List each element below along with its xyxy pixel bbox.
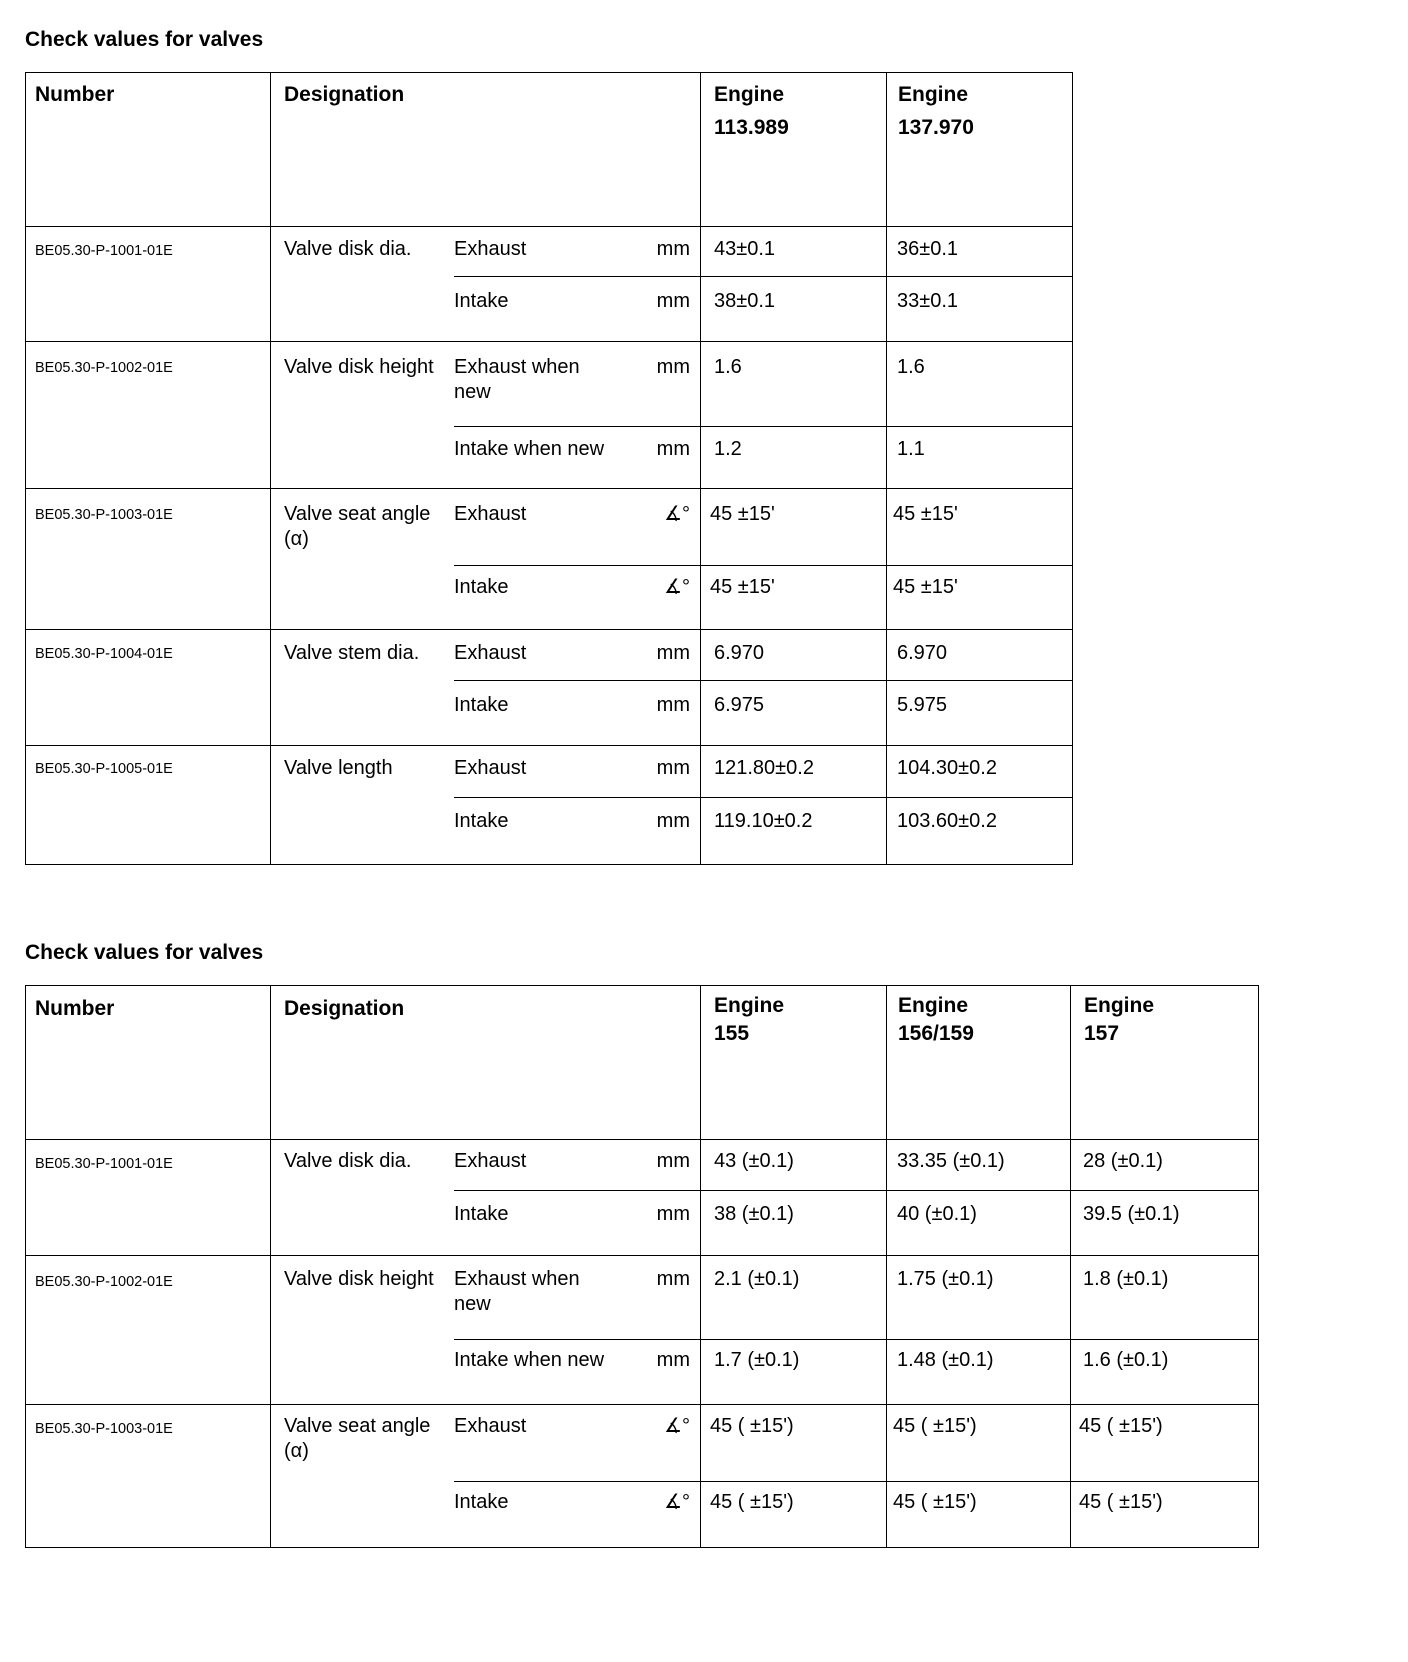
sub-designation: Exhaust: [454, 1415, 527, 1437]
value-cell: 2.1 (±0.1): [714, 1268, 800, 1290]
unit: mm: [656, 1150, 690, 1172]
value-cell: 6.975: [714, 694, 765, 716]
value-cell: 38 (±0.1): [714, 1203, 794, 1225]
row-divider: [26, 1404, 1258, 1405]
value-cell: 45 ±15': [893, 576, 958, 598]
check-values-table-1: [25, 72, 1073, 865]
angle-unit: ∡°: [664, 1415, 690, 1437]
col-divider: [270, 986, 271, 1547]
value-cell: 39.5 (±0.1): [1083, 1203, 1180, 1225]
sub-designation: Exhaust: [454, 642, 527, 664]
designation: Valve disk height: [284, 1268, 434, 1290]
value-cell: 1.2: [714, 438, 742, 460]
value-cell: 45 ( ±15'): [710, 1415, 794, 1437]
col-divider: [886, 986, 887, 1547]
part-number: BE05.30-P-1003-01E: [35, 1421, 173, 1437]
engine-code: 157: [1084, 1022, 1120, 1045]
engine-label: Engine: [714, 83, 785, 106]
col-divider: [1070, 986, 1071, 1547]
row-divider: [26, 488, 1072, 489]
value-cell: 45 ±15': [710, 503, 775, 525]
sub-designation: Intake: [454, 694, 509, 716]
engine-label: Engine: [898, 994, 969, 1017]
value-cell: 1.8 (±0.1): [1083, 1268, 1169, 1290]
row-divider: [26, 341, 1072, 342]
sub-row-divider: [454, 797, 1072, 798]
sub-designation: Exhaust when new: [454, 356, 580, 403]
header-engine-2: [898, 78, 974, 144]
unit: mm: [656, 438, 690, 460]
header-number: Number: [35, 997, 115, 1020]
value-cell: 1.6 (±0.1): [1083, 1349, 1169, 1371]
sub-designation: Exhaust: [454, 238, 527, 260]
sub-designation: Intake: [454, 810, 509, 832]
part-number: BE05.30-P-1005-01E: [35, 761, 173, 777]
engine-label: Engine: [898, 83, 969, 106]
engine-label: Engine: [1084, 994, 1155, 1017]
header-engine-3: [1084, 992, 1154, 1048]
check-values-table-2: [25, 985, 1259, 1548]
value-cell: 119.10±0.2: [714, 810, 813, 832]
unit: mm: [656, 757, 690, 779]
sub-designation: Intake: [454, 1203, 509, 1225]
col-divider: [700, 986, 701, 1547]
value-cell: 45 ( ±15'): [1079, 1491, 1163, 1513]
value-cell: 1.1: [897, 438, 925, 460]
unit: mm: [656, 642, 690, 664]
sub-designation: Intake when new: [454, 438, 605, 460]
designation: Valve stem dia.: [284, 642, 420, 664]
header-engine-1: [714, 78, 789, 144]
engine-code: 156/159: [898, 1022, 974, 1045]
designation: Valve seat angle (α): [284, 503, 431, 550]
designation: Valve disk height: [284, 356, 434, 378]
value-cell: 43±0.1: [714, 238, 776, 260]
value-cell: 5.975: [897, 694, 948, 716]
part-number: BE05.30-P-1002-01E: [35, 360, 173, 376]
engine-code: 155: [714, 1022, 750, 1045]
sub-designation: Intake when new: [454, 1349, 605, 1371]
sub-row-divider: [454, 276, 1072, 277]
engine-code: 113.989: [714, 116, 789, 139]
header-designation: Designation: [284, 83, 405, 106]
part-number: BE05.30-P-1001-01E: [35, 1156, 173, 1172]
value-cell: 1.48 (±0.1): [897, 1349, 994, 1371]
sub-designation: Exhaust: [454, 503, 527, 525]
value-cell: 104.30±0.2: [897, 757, 997, 779]
designation: Valve disk dia.: [284, 238, 412, 260]
unit: mm: [656, 1268, 690, 1290]
angle-unit: ∡°: [664, 1491, 690, 1513]
sub-row-divider: [454, 680, 1072, 681]
sub-designation: Exhaust: [454, 1150, 527, 1172]
sub-row-divider: [454, 1481, 1258, 1482]
value-cell: 121.80±0.2: [714, 757, 814, 779]
header-number: Number: [35, 83, 115, 106]
value-cell: 1.75 (±0.1): [897, 1268, 994, 1290]
sub-designation: Intake: [454, 290, 509, 312]
value-cell: 1.6: [714, 356, 742, 378]
sub-designation: Intake: [454, 576, 509, 598]
unit: mm: [656, 238, 690, 260]
header-engine-1: [714, 992, 784, 1048]
engine-label: Engine: [714, 994, 785, 1017]
row-divider: [26, 226, 1072, 227]
header-engine-2: [898, 992, 974, 1048]
row-divider: [26, 745, 1072, 746]
value-cell: 33.35 (±0.1): [897, 1150, 1005, 1172]
value-cell: 45 ( ±15'): [1079, 1415, 1163, 1437]
value-cell: 33±0.1: [897, 290, 959, 312]
part-number: BE05.30-P-1003-01E: [35, 507, 173, 523]
sub-row-divider: [454, 1190, 1258, 1191]
unit: mm: [656, 810, 690, 832]
part-number: BE05.30-P-1001-01E: [35, 243, 173, 259]
value-cell: 28 (±0.1): [1083, 1150, 1163, 1172]
sub-row-divider: [454, 426, 1072, 427]
value-cell: 40 (±0.1): [897, 1203, 977, 1225]
value-cell: 45 ( ±15'): [893, 1491, 977, 1513]
table1-title: Check values for valves: [25, 28, 264, 51]
row-divider: [26, 1255, 1258, 1256]
row-divider: [26, 629, 1072, 630]
value-cell: 6.970: [714, 642, 765, 664]
value-cell: 45 ( ±15'): [710, 1491, 794, 1513]
value-cell: 45 ±15': [710, 576, 775, 598]
designation: Valve disk dia.: [284, 1150, 412, 1172]
engine-code: 137.970: [898, 116, 974, 139]
row-divider: [26, 1139, 1258, 1140]
header-designation: Designation: [284, 997, 405, 1020]
designation: Valve seat angle (α): [284, 1415, 431, 1462]
value-cell: 1.7 (±0.1): [714, 1349, 800, 1371]
value-cell: 6.970: [897, 642, 948, 664]
sub-designation: Intake: [454, 1491, 509, 1513]
unit: mm: [656, 356, 690, 378]
part-number: BE05.30-P-1004-01E: [35, 646, 173, 662]
value-cell: 36±0.1: [897, 238, 959, 260]
part-number: BE05.30-P-1002-01E: [35, 1274, 173, 1290]
value-cell: 38±0.1: [714, 290, 776, 312]
value-cell: 1.6: [897, 356, 925, 378]
table2-title: Check values for valves: [25, 941, 264, 964]
angle-unit: ∡°: [664, 576, 690, 598]
sub-designation: Exhaust when new: [454, 1268, 580, 1315]
sub-row-divider: [454, 1339, 1258, 1340]
unit: mm: [656, 1349, 690, 1371]
unit: mm: [656, 290, 690, 312]
value-cell: 45 ( ±15'): [893, 1415, 977, 1437]
angle-unit: ∡°: [664, 503, 690, 525]
value-cell: 43 (±0.1): [714, 1150, 794, 1172]
designation: Valve length: [284, 757, 393, 779]
value-cell: 45 ±15': [893, 503, 958, 525]
unit: mm: [656, 1203, 690, 1225]
unit: mm: [656, 694, 690, 716]
value-cell: 103.60±0.2: [897, 810, 997, 832]
sub-designation: Exhaust: [454, 757, 527, 779]
sub-row-divider: [454, 565, 1072, 566]
